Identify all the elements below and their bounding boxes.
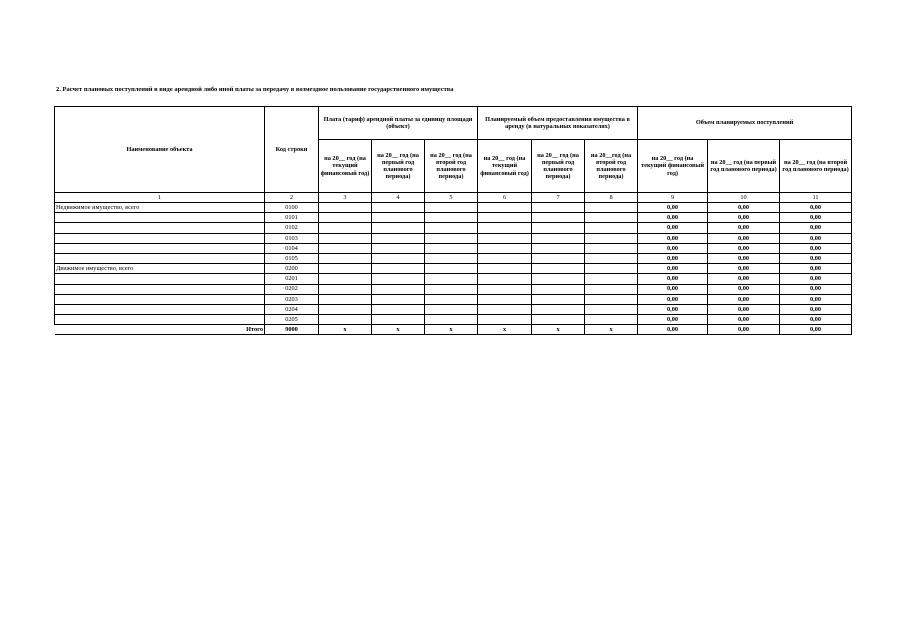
row-code: 0203 [265,294,319,304]
table-row [55,284,852,294]
column-number: 4 [372,193,425,203]
total-x-mark: x [372,325,425,335]
cell-empty [585,294,638,304]
table-row [55,213,852,223]
row-value-current-year: 0,00 [638,243,708,253]
row-name [55,274,265,284]
row-value-first-plan-year: 0,00 [708,264,780,274]
subheader: на 20__ год (на первый год планового периода) [372,140,425,193]
cell-empty [425,253,478,263]
header-code: Код строки [265,107,319,193]
cell-empty [585,223,638,233]
table-row [55,253,852,263]
cell-empty [372,223,425,233]
row-value-second-plan-year: 0,00 [780,213,852,223]
column-number: 2 [265,193,319,203]
subheader: на 20__ год (на текущий финансовый год) [319,140,372,193]
row-value-first-plan-year: 0,00 [708,274,780,284]
cell-empty [425,243,478,253]
row-value-second-plan-year: 0,00 [780,274,852,284]
row-name [55,243,265,253]
cell-empty [425,304,478,314]
row-name [55,213,265,223]
cell-empty [478,284,532,294]
cell-empty [478,203,532,213]
row-value-second-plan-year: 0,00 [780,264,852,274]
row-value-second-plan-year: 0,00 [780,243,852,253]
cell-empty [585,203,638,213]
header-group-volume: Планируемый объем предоставления имущества в аренду (в натуральных показателях) [478,107,638,140]
cell-empty [478,304,532,314]
row-name [55,233,265,243]
cell-empty [425,294,478,304]
row-name: Движимое имущество, всего [55,264,265,274]
section-title: 2. Расчет плановых поступлений в виде арендной либо иной платы за передачу в возмездное пользование государственного имущества [56,86,454,93]
total-x-mark: x [585,325,638,335]
row-code: 0105 [265,253,319,263]
table-row [55,274,852,284]
row-code: 0102 [265,223,319,233]
column-number: 5 [425,193,478,203]
cell-empty [372,213,425,223]
cell-empty [319,253,372,263]
row-name [55,304,265,314]
column-number: 7 [532,193,585,203]
cell-empty [425,213,478,223]
cell-empty [425,274,478,284]
table-row [55,203,852,213]
cell-empty [532,304,585,314]
cell-empty [372,294,425,304]
subheader: на 20__ год (на текущий финансовый год) [478,140,532,193]
cell-empty [478,223,532,233]
table-row [55,315,852,325]
row-value-first-plan-year: 0,00 [708,294,780,304]
cell-empty [532,274,585,284]
cell-empty [478,213,532,223]
header-group-tariff: Плата (тариф) арендной платы за единицу площади (объект) [319,107,478,140]
table-row [55,243,852,253]
row-value-second-plan-year: 0,00 [780,233,852,243]
subheader: на 20__ год (на первый год планового периода) [708,140,780,193]
row-code: 0205 [265,315,319,325]
row-code: 0201 [265,274,319,284]
total-label: Итого [55,325,265,335]
row-code: 0204 [265,304,319,314]
cell-empty [319,213,372,223]
cell-empty [319,223,372,233]
cell-empty [425,284,478,294]
cell-empty [585,213,638,223]
row-value-first-plan-year: 0,00 [708,304,780,314]
row-value-first-plan-year: 0,00 [708,315,780,325]
row-value-second-plan-year: 0,00 [780,203,852,213]
subheader: на 20__ год (на второй год планового периода) [780,140,852,193]
cell-empty [319,233,372,243]
cell-empty [478,253,532,263]
row-code: 0103 [265,233,319,243]
row-value-second-plan-year: 0,00 [780,304,852,314]
column-number: 3 [319,193,372,203]
cell-empty [585,284,638,294]
cell-empty [585,233,638,243]
row-value-first-plan-year: 0,00 [708,253,780,263]
column-number: 10 [708,193,780,203]
cell-empty [372,304,425,314]
row-code: 0202 [265,284,319,294]
table-row [55,304,852,314]
row-value-second-plan-year: 0,00 [780,315,852,325]
row-value-current-year: 0,00 [638,233,708,243]
cell-empty [532,294,585,304]
cell-empty [532,243,585,253]
row-value-current-year: 0,00 [638,304,708,314]
cell-empty [319,264,372,274]
row-value-second-plan-year: 0,00 [780,223,852,233]
cell-empty [372,284,425,294]
column-number: 9 [638,193,708,203]
table-row [55,223,852,233]
income-table [54,106,852,335]
cell-empty [532,315,585,325]
column-number: 8 [585,193,638,203]
cell-empty [585,304,638,314]
table-row [55,233,852,243]
row-value-first-plan-year: 0,00 [708,284,780,294]
column-number: 6 [478,193,532,203]
total-value-current-year: 0,00 [638,325,708,335]
cell-empty [478,233,532,243]
column-number: 11 [780,193,852,203]
row-value-first-plan-year: 0,00 [708,233,780,243]
row-name: Недвижимое имущество, всего [55,203,265,213]
cell-empty [425,264,478,274]
cell-empty [319,315,372,325]
cell-empty [532,264,585,274]
cell-empty [532,233,585,243]
cell-empty [478,264,532,274]
row-value-current-year: 0,00 [638,315,708,325]
row-value-first-plan-year: 0,00 [708,223,780,233]
cell-empty [372,315,425,325]
cell-empty [478,274,532,284]
cell-empty [372,243,425,253]
cell-empty [319,294,372,304]
row-code: 0100 [265,203,319,213]
row-value-current-year: 0,00 [638,274,708,284]
cell-empty [585,243,638,253]
row-value-current-year: 0,00 [638,203,708,213]
row-value-current-year: 0,00 [638,294,708,304]
row-name [55,284,265,294]
row-value-current-year: 0,00 [638,223,708,233]
cell-empty [425,315,478,325]
subheader: на 20__ год (на текущий финансовый год) [638,140,708,193]
row-name [55,315,265,325]
cell-empty [532,223,585,233]
row-name [55,223,265,233]
table-row [55,264,852,274]
total-x-mark: x [319,325,372,335]
row-value-current-year: 0,00 [638,284,708,294]
cell-empty [478,243,532,253]
header-name: Наименование объекта [55,107,265,193]
header-group-income: Объем планируемых поступлений [638,107,852,140]
cell-empty [532,203,585,213]
cell-empty [319,304,372,314]
row-value-current-year: 0,00 [638,213,708,223]
total-code: 9000 [265,325,319,335]
row-value-second-plan-year: 0,00 [780,294,852,304]
cell-empty [425,203,478,213]
cell-empty [425,223,478,233]
total-value-first-plan-year: 0,00 [708,325,780,335]
row-code: 0101 [265,213,319,223]
row-code: 0104 [265,243,319,253]
cell-empty [532,284,585,294]
cell-empty [425,233,478,243]
subheader: на 20__ год (на первый год планового периода) [532,140,585,193]
cell-empty [585,274,638,284]
total-x-mark: x [425,325,478,335]
cell-empty [478,315,532,325]
cell-empty [532,213,585,223]
cell-empty [372,274,425,284]
total-x-mark: x [532,325,585,335]
cell-empty [585,315,638,325]
table-row [55,294,852,304]
row-value-first-plan-year: 0,00 [708,203,780,213]
cell-empty [372,253,425,263]
subheader: на 20__ год (на второй год планового периода) [425,140,478,193]
row-code: 0200 [265,264,319,274]
subheader: на 20__год (на второй год планового периода) [585,140,638,193]
row-value-current-year: 0,00 [638,253,708,263]
row-value-first-plan-year: 0,00 [708,243,780,253]
total-x-mark: x [478,325,532,335]
cell-empty [319,284,372,294]
row-value-second-plan-year: 0,00 [780,253,852,263]
cell-empty [585,264,638,274]
row-value-first-plan-year: 0,00 [708,213,780,223]
total-row [55,325,852,335]
cell-empty [372,233,425,243]
cell-empty [319,203,372,213]
row-value-second-plan-year: 0,00 [780,284,852,294]
cell-empty [319,274,372,284]
cell-empty [478,294,532,304]
total-value-second-plan-year: 0,00 [780,325,852,335]
cell-empty [532,253,585,263]
row-name [55,294,265,304]
cell-empty [319,243,372,253]
row-name [55,253,265,263]
row-value-current-year: 0,00 [638,264,708,274]
cell-empty [372,264,425,274]
cell-empty [372,203,425,213]
column-number: 1 [55,193,265,203]
cell-empty [585,253,638,263]
